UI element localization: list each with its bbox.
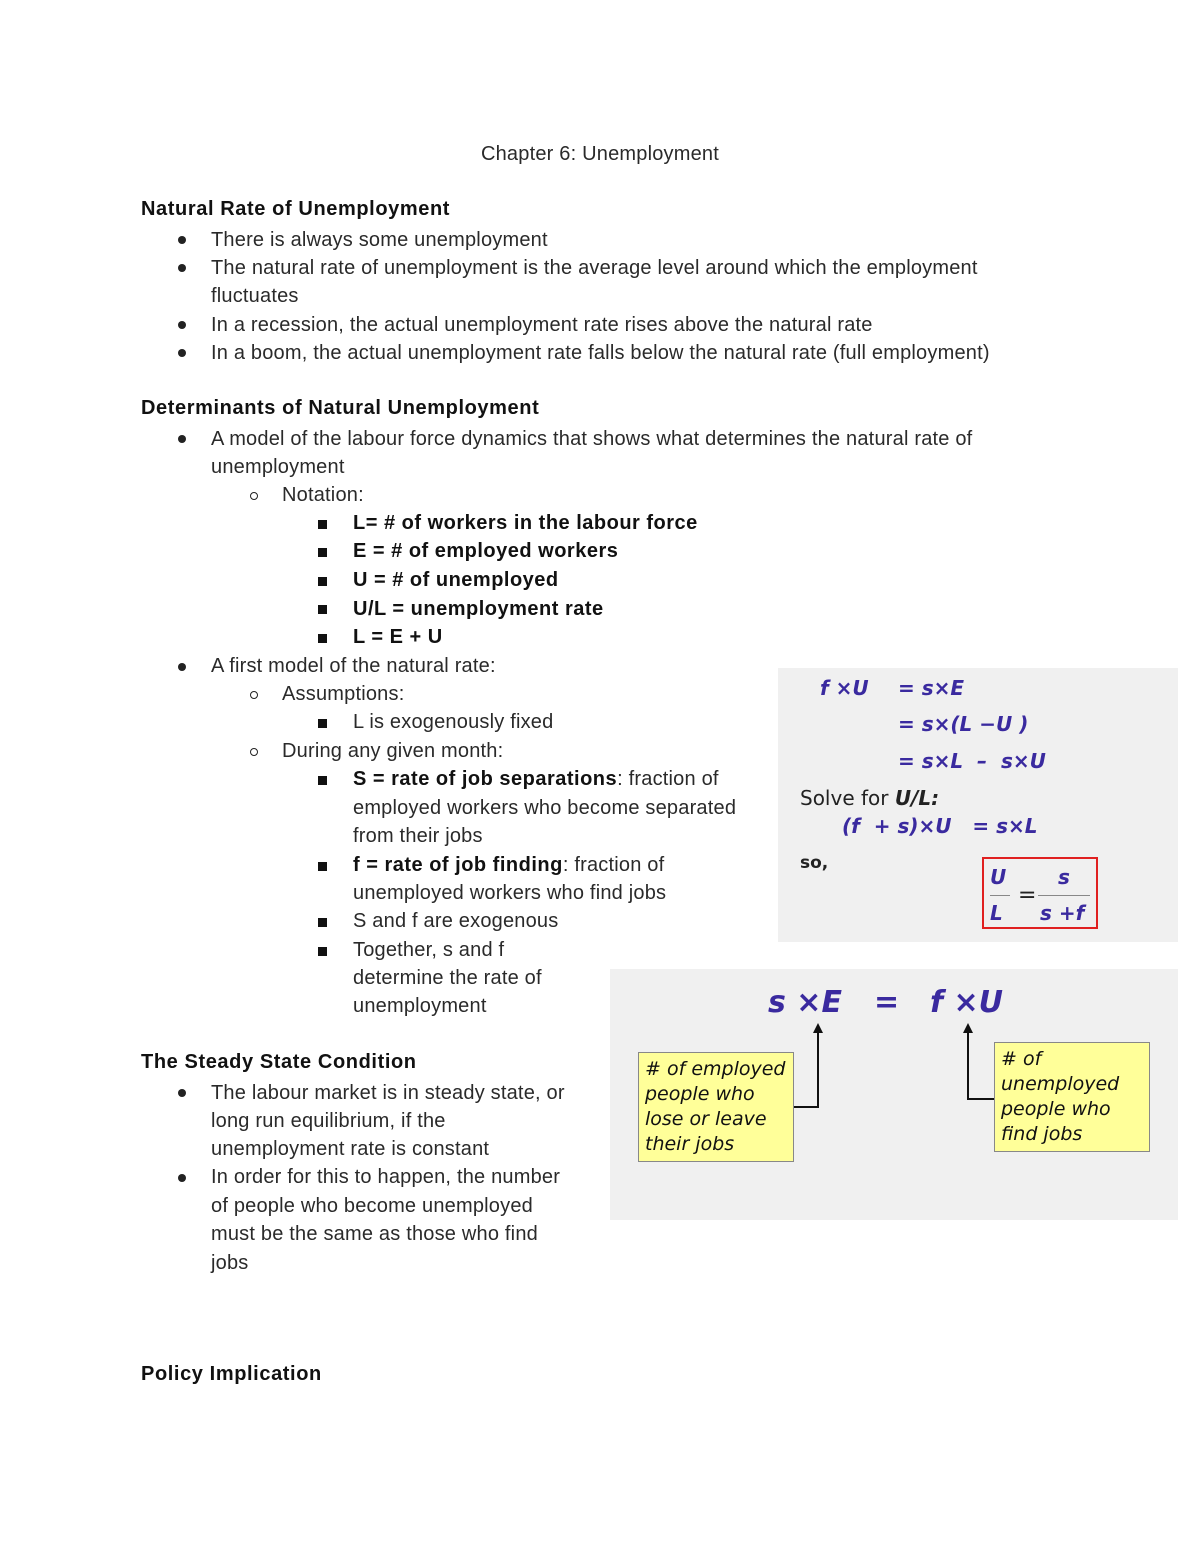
notation-item: L= # of workers in the labour force [353,512,698,534]
section-heading-determinants: Determinants of Natural Unemployment [141,397,540,419]
square-bullet-icon [318,862,327,871]
fraction-lhs-numerator: U [990,865,1007,889]
page-title: Chapter 6: Unemployment [480,143,720,165]
solve-label [800,786,939,810]
circle-bullet-icon [250,748,258,756]
notation-item: U = # of unemployed [353,569,559,591]
square-bullet-icon [318,918,327,927]
list-item-continuation: fluctuates [211,285,299,307]
bullet-icon [178,236,186,244]
list-item: The natural rate of unemployment is the average level around which the employment [211,257,978,279]
note-unemployed: # of unemployed people who find jobs [994,1042,1150,1152]
bullet-icon [178,663,186,671]
steady-equation-right: f ×U [930,985,1003,1020]
fraction-equals: = [1018,883,1037,908]
list-item-continuation: unemployment [211,456,345,478]
arrow-right-line [968,1031,994,1099]
notation-item: U/L = unemployment rate [353,598,604,620]
bullet-icon [178,264,186,272]
so-label: so, [800,853,829,873]
square-bullet-icon [318,719,327,728]
list-item: A first model of the natural rate: [211,655,496,677]
circle-bullet-icon [250,691,258,699]
formula-line-1-lhs: f ×U [820,676,869,700]
formula-line-1-rhs: = s×E [898,676,965,700]
definition-f [353,851,664,880]
list-item: In a boom, the actual unemployment rate falls below the natural rate (full employment) [211,342,990,364]
fraction-lhs-bar [990,895,1010,896]
list-item-continuation: of people who become unemployed [211,1195,533,1217]
bullet-icon [178,1089,186,1097]
fraction-rhs-bar [1038,895,1090,896]
arrow-left-head-icon [813,1023,823,1033]
formula-line-3: = s×L – s×U [898,749,1046,773]
list-item: A model of the labour force dynamics that shows what determines the natural rate of [211,428,973,450]
list-item: In a recession, the actual unemployment rate rises above the natural rate [211,314,873,336]
list-item: Together, s and f [353,939,505,961]
definition-s-term: S = rate of job separations [353,768,618,790]
notation-item: L = E + U [353,626,443,648]
formula-line-2: = s×(L −U ) [898,712,1029,736]
arrow-right-head-icon [963,1023,973,1033]
fraction-rhs-denominator: s +f [1040,901,1085,925]
definition-f-text: : fraction of [562,854,665,876]
list-item-continuation: determine the rate of [353,967,542,989]
square-bullet-icon [318,548,327,557]
square-bullet-icon [318,776,327,785]
section-heading-natural-rate: Natural Rate of Unemployment [141,198,451,220]
note-employed: # of employed people who lose or leave their jobs [638,1052,794,1162]
bullet-icon [178,1174,186,1182]
fraction-lhs-denominator: L [990,901,1003,925]
formula-line-4: (f + s)×U = s×L [842,814,1038,838]
assumption-item: L is exogenously fixed [353,711,554,733]
list-item-continuation: must be the same as those who find [211,1223,538,1245]
sub-list-item: Notation: [282,484,364,506]
definition-s-continuation: from their jobs [353,825,483,847]
result-box [982,857,1098,929]
sub-list-item: During any given month: [282,740,504,762]
definition-f-term: f = rate of job finding [353,854,563,876]
list-item: S and f are exogenous [353,910,559,932]
list-item-continuation: unemployment [353,995,487,1017]
list-item-continuation: jobs [211,1252,249,1274]
list-item-continuation: unemployment rate is constant [211,1138,490,1160]
definition-s-text: : fraction of [617,768,719,790]
bullet-icon [178,349,186,357]
sub-list-item: Assumptions: [282,683,405,705]
solve-variable: U/L: [894,786,940,810]
steady-equation-equals: = [874,985,900,1020]
definition-s [353,765,719,794]
fraction-rhs-numerator: s [1058,865,1070,889]
bullet-icon [178,321,186,329]
list-item: The labour market is in steady state, or [211,1082,565,1104]
square-bullet-icon [318,577,327,586]
section-heading-steady-state: The Steady State Condition [141,1051,417,1073]
square-bullet-icon [318,520,327,529]
bullet-icon [178,435,186,443]
list-item: In order for this to happen, the number [211,1166,561,1188]
square-bullet-icon [318,634,327,643]
arrow-left-line [794,1031,818,1107]
notation-item: E = # of employed workers [353,540,619,562]
section-heading-policy: Policy Implication [141,1363,322,1385]
definition-f-continuation: unemployed workers who find jobs [353,882,667,904]
formula-figure-derivation [778,668,1178,942]
square-bullet-icon [318,947,327,956]
square-bullet-icon [318,605,327,614]
circle-bullet-icon [250,492,258,500]
definition-s-continuation: employed workers who become separated [353,797,737,819]
formula-figure-steady-state [610,969,1178,1220]
solve-text: Solve for [800,786,895,810]
list-item-continuation: long run equilibrium, if the [211,1110,446,1132]
list-item: There is always some unemployment [211,229,548,251]
steady-equation-left: s ×E [768,985,842,1020]
